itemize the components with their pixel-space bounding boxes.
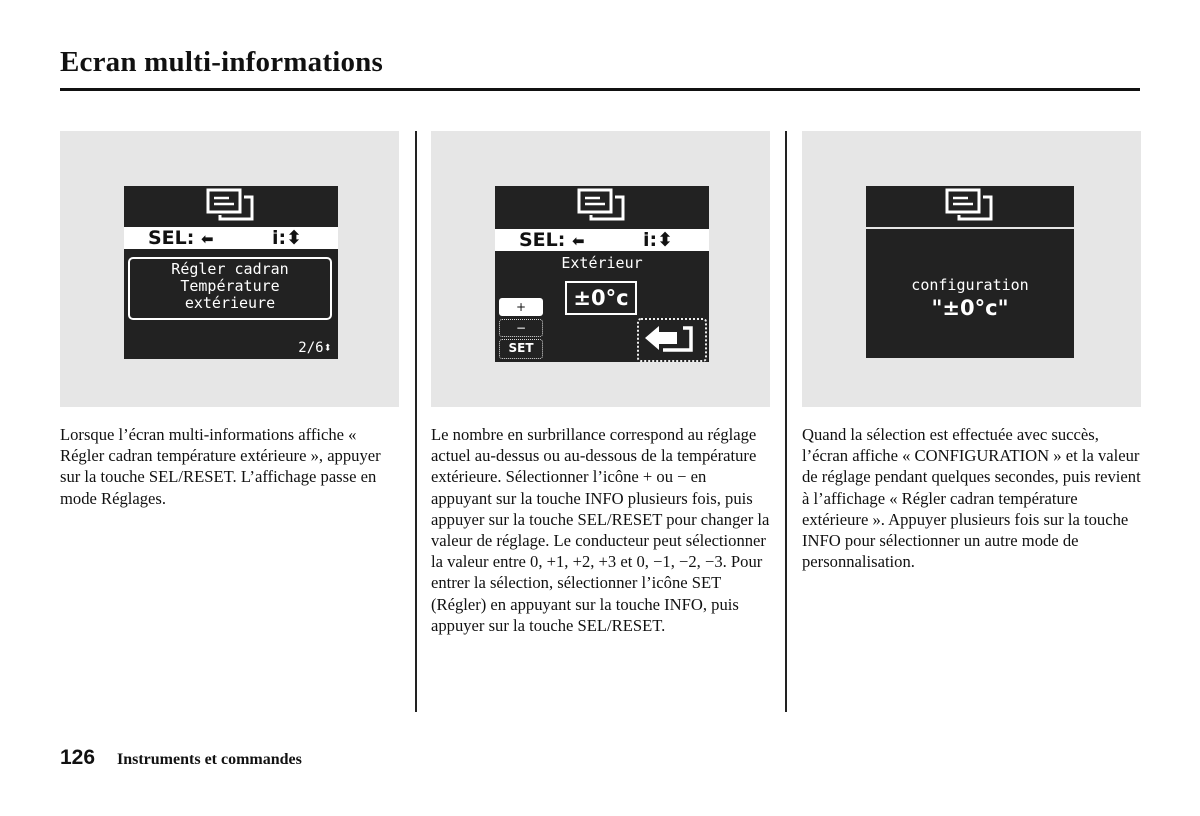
plus-button[interactable]: + bbox=[499, 298, 543, 316]
page-number: 126 bbox=[60, 746, 96, 769]
info-label bbox=[643, 229, 673, 251]
box-line-2: Température bbox=[180, 277, 280, 295]
minus-button[interactable]: − bbox=[499, 319, 543, 337]
current-value: ±0°c bbox=[565, 281, 637, 315]
multi-info-document-icon bbox=[205, 188, 257, 222]
caption-1: Lorsque l’écran multi-informations affiche « Régler cadran température extérieure », appuyer sur la touche SEL/RESET. L’affichage passe en mode Réglages. bbox=[60, 425, 381, 508]
box-line-3: extérieure bbox=[184, 294, 276, 312]
setting-box bbox=[128, 257, 332, 320]
screen-heading: Extérieur bbox=[561, 254, 643, 272]
multi-info-document-icon bbox=[576, 188, 628, 222]
info-icon: i: bbox=[642, 229, 658, 251]
section-title: Instruments et commandes bbox=[117, 751, 302, 768]
lcd-screen-2 bbox=[495, 186, 709, 362]
figure-panel-2 bbox=[431, 131, 770, 407]
sel-bar bbox=[495, 229, 709, 251]
sel-label: SEL: ⬅ bbox=[148, 227, 214, 249]
caption-2: Le nombre en surbrillance correspond au réglage actuel au-dessus ou au-dessous de la température extérieure. Sélectionner l’icône + ou − en appuyant sur la touche INFO plusieurs fois, puis appuyer sur la touche SEL/RESET pour changer la valeur de réglage. Le conducteur peut sélectionner la valeur entre 0, +1, +2, +3 et 0, −1, −2, −3. Pour entrer la sélection, sélectionner l’icône SET (Régler) en appuyant sur la touche INFO, puis appuyer sur la touche SEL/RESET. bbox=[431, 425, 770, 635]
up-down-arrows-icon: ⬍ bbox=[657, 229, 673, 251]
figure-panel-1 bbox=[60, 131, 399, 407]
caption-3: Quand la sélection est effectuée avec succès, l’écran affiche « CONFIGURATION » et la valeur de réglage pendant quelques secondes, puis revient à l’affichage « Régler cadran température extérieure ». Appuyer plusieurs fois sur la touche INFO pour sélectionner un autre mode de personnalisation. bbox=[802, 425, 1141, 572]
lcd-screen-3 bbox=[866, 186, 1074, 358]
multi-info-document-icon bbox=[944, 188, 996, 222]
config-value: "±0°c" bbox=[931, 296, 1009, 320]
set-button[interactable]: SET bbox=[499, 339, 543, 359]
return-button[interactable] bbox=[637, 318, 707, 362]
sel-label: SEL: ⬅ bbox=[519, 229, 585, 251]
pager: 2/6⬍ bbox=[298, 340, 332, 356]
up-down-arrows-icon: ⬍ bbox=[323, 340, 332, 356]
screen-divider bbox=[866, 227, 1074, 229]
lcd-screen-1 bbox=[124, 186, 338, 359]
box-line-1: Régler cadran bbox=[171, 260, 289, 278]
enter-arrow-icon: ⬅ bbox=[201, 230, 214, 248]
config-label: configuration bbox=[911, 276, 1029, 294]
sel-bar bbox=[124, 227, 338, 249]
column-divider-2 bbox=[785, 131, 787, 712]
title-rule bbox=[60, 88, 1140, 91]
up-down-arrows-icon: ⬍ bbox=[286, 227, 302, 249]
enter-arrow-icon: ⬅ bbox=[572, 232, 585, 250]
page-title: Ecran multi-informations bbox=[60, 46, 383, 78]
info-icon: i: bbox=[271, 227, 287, 249]
column-divider-1 bbox=[415, 131, 417, 712]
figure-panel-3 bbox=[802, 131, 1141, 407]
return-arrow-icon bbox=[639, 320, 701, 356]
info-label bbox=[272, 227, 302, 249]
